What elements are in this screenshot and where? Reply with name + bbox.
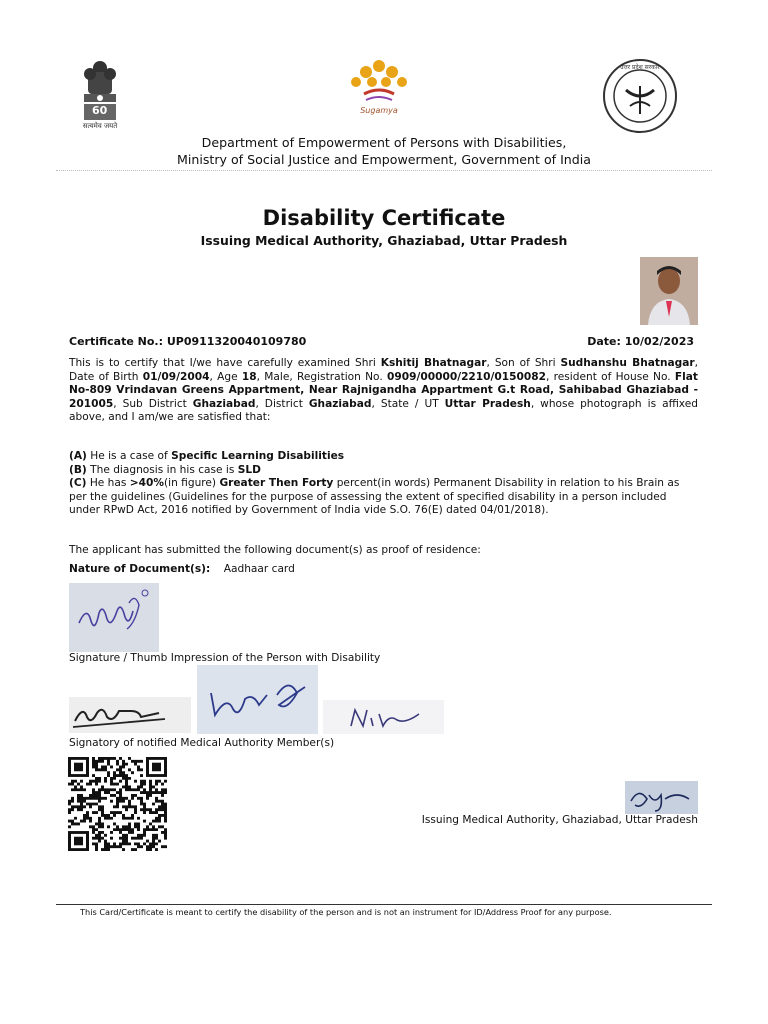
disability-type: Specific Learning Disabilities [171, 450, 345, 462]
body-text: , resident of House No. [546, 370, 675, 383]
finding-b [69, 464, 698, 478]
finding-label: (B) [69, 463, 87, 476]
finding-text: He has [86, 477, 130, 490]
district: Ghaziabad [308, 397, 372, 410]
father-name: Sudhanshu Bhatnagar [560, 357, 695, 369]
findings [69, 450, 698, 518]
members-signature-caption: Signatory of notified Medical Authority Member(s) [69, 737, 335, 749]
certificate-number-label: Certificate No.: [69, 335, 163, 348]
document-nature-label: Nature of Document(s): [69, 563, 211, 575]
finding-text: The diagnosis in his case is [86, 463, 238, 476]
applicant-photo [640, 257, 698, 325]
member-signature-3 [323, 700, 444, 734]
finding-text: He is a case of [86, 450, 172, 462]
header-divider [56, 170, 712, 171]
member-signature-2 [197, 665, 318, 734]
address: Flat No-809 Vrindavan Greens Appartment, Near Rajnigandha Appartment G.t Road, Sahibabad Ghaziabad - 201005 [69, 370, 698, 410]
footer-disclaimer: This Card/Certificate is meant to certify the disability of the person and is not an instrument for ID/Address Proof for any purpose. [80, 907, 612, 917]
certificate-title: Disability Certificate [262, 206, 506, 230]
applicant-signature [69, 583, 159, 652]
up-government-seal [602, 58, 678, 134]
certificate-subtitle: Issuing Medical Authority, Ghaziabad, Uttar Pradesh [200, 233, 568, 248]
document-nature-value: Aadhaar card [223, 563, 295, 575]
certification-paragraph [69, 357, 698, 425]
body-text: , Son of Shri [486, 357, 561, 369]
document-nature [69, 563, 698, 577]
sugamya-logo-text: Sugamya [360, 106, 398, 115]
certificate-number [69, 335, 306, 348]
finding-a [69, 450, 698, 464]
department-line-2: Ministry of Social Justice and Empowerment, Government of India [177, 152, 591, 167]
certificate-number-value: UP0911320040109780 [166, 335, 307, 348]
authority-signature [625, 781, 698, 814]
body-text: , District [255, 397, 309, 410]
certificate-date-label: Date: [587, 335, 621, 348]
finding-text: percent(in words) Permanent Disability in relation to his Brain as per the guidelines (Guidelines for the purpose of assessing the extent of specified disability in a person included under RPwD Act, 2016 notified by Government of India vide S.O. 76(E) dated 04/01/2018). [69, 477, 680, 517]
qr-code [68, 757, 167, 851]
department-line-1: Department of Empowerment of Persons with Disabilities, [201, 135, 567, 150]
certificate-date-value: 10/02/2023 [624, 335, 694, 348]
applicant-name: Kshitij Bhatnagar [380, 357, 487, 369]
disability-percent: >40% [129, 477, 165, 490]
applicant-signature-caption: Signature / Thumb Impression of the Person with Disability [69, 652, 381, 664]
finding-label: (C) [69, 477, 87, 490]
diagnosis: SLD [237, 463, 261, 476]
issuing-authority-caption: Issuing Medical Authority, Ghaziabad, Uttar Pradesh [421, 814, 698, 826]
body-text: , Sub District [113, 397, 193, 410]
body-text: , Age [209, 370, 242, 383]
body-text: , Male, Registration No. [256, 370, 387, 383]
registration-number: 0909/00000/2210/0150082 [386, 370, 547, 383]
footer-divider [56, 904, 712, 905]
disability-percent-words: Greater Then Forty [219, 477, 334, 490]
finding-label: (A) [69, 450, 87, 462]
certificate-date [587, 335, 694, 348]
state: Uttar Pradesh [444, 397, 531, 410]
sugamya-logo [344, 58, 414, 120]
department-heading [0, 134, 768, 168]
national-emblem-logo [78, 58, 122, 138]
age: 18 [241, 370, 257, 383]
date-of-birth: 01/09/2004 [142, 370, 210, 383]
finding-text: (in figure) [164, 477, 220, 490]
body-text: , State / UT [371, 397, 445, 410]
seal-text: उत्तर प्रदेश सरकार [620, 64, 660, 71]
emblem-numeral: 60 [92, 104, 108, 117]
body-text: This is to certify that I/we have carefully examined Shri [69, 357, 381, 369]
documents-intro: The applicant has submitted the following document(s) as proof of residence: [69, 544, 481, 556]
emblem-caption: सत्यमेव जयते [82, 122, 118, 130]
finding-c [69, 477, 698, 518]
sub-district: Ghaziabad [192, 397, 256, 410]
body-text: , Date of Birth [69, 357, 699, 383]
body-text: , whose photograph is affixed above, and I am/we are satisfied that: [69, 397, 698, 424]
member-signature-1 [69, 697, 191, 733]
